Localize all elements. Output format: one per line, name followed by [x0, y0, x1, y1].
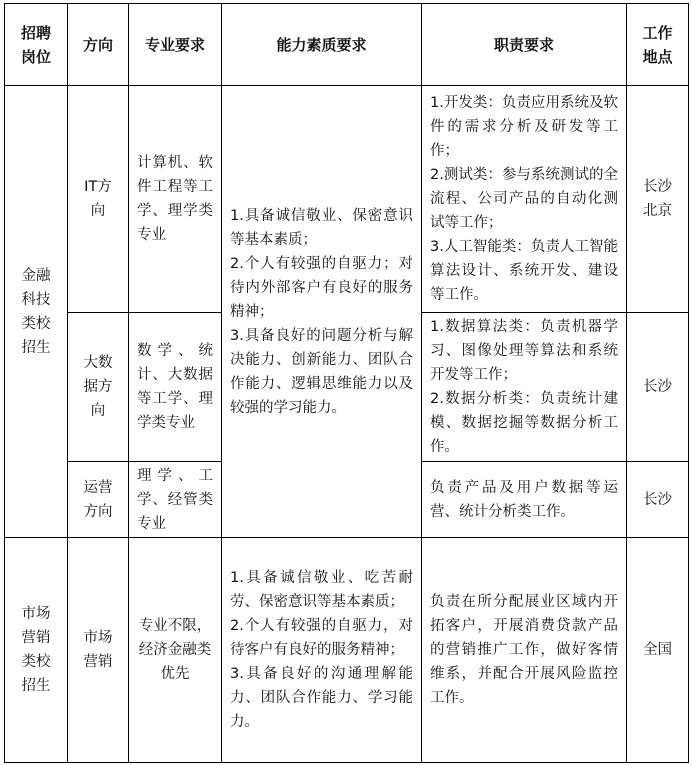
duty-it	[422, 86, 627, 313]
header-direction: 方向	[68, 4, 129, 86]
header-duty: 职责要求	[422, 4, 627, 86]
direction-bigdata	[68, 313, 129, 462]
duty-bigdata-item-2: 2.数据分析类：负责统计建模、数据挖掘等数据分析工作。	[430, 391, 618, 455]
direction-ops-line-1: 运营	[83, 479, 113, 496]
major-ops: 理学、工学、经管类专业	[129, 462, 222, 538]
header-location-line-1: 工作	[642, 23, 673, 42]
major-bigdata: 数学、统计、大数据等工学、理学类专业	[129, 313, 222, 462]
duty-marketing: 负责在所分配展业区域内开拓客户，开展消费贷款产品的营销推广工作，做好客情维系，并配合开展风险监控工作。	[422, 538, 627, 763]
location-it-line-2: 北京	[643, 203, 672, 219]
direction-bigdata-line-2: 据方	[83, 379, 113, 395]
duty-it-item-1: 1.开发类：负责应用系统及软件的需求分析及研发等工作；	[430, 95, 618, 159]
header-ability: 能力素质要求	[222, 4, 422, 86]
header-row	[5, 4, 689, 86]
direction-ops	[68, 462, 129, 538]
direction-it-line-1: IT方	[84, 179, 112, 195]
category-marketing-line-4: 招生	[21, 678, 51, 694]
ability-fintech	[222, 86, 422, 538]
direction-marketing-line-2: 营销	[83, 654, 113, 670]
header-position	[5, 4, 68, 86]
category-marketing-line-3: 类校	[21, 654, 51, 670]
header-location	[627, 4, 689, 86]
table-row-marketing	[5, 538, 689, 763]
header-location-line-2: 地点	[642, 47, 673, 66]
duty-it-item-2: 2.测试类：参与系统测试的全流程、公司产品的自动化测试等工作；	[430, 167, 618, 231]
major-marketing: 专业不限，经济金融类优先	[129, 538, 222, 763]
location-marketing: 全国	[627, 538, 689, 763]
ability-marketing	[222, 538, 422, 763]
location-ops: 长沙	[627, 462, 689, 538]
header-position-line-1: 招聘	[20, 23, 51, 42]
duty-ops: 负责产品及用户数据等运营、统计分析类工作。	[422, 462, 627, 538]
duty-it-item-3: 3.人工智能类：负责人工智能算法设计、系统开发、建设等工作。	[430, 239, 618, 303]
category-fintech-line-3: 类校	[21, 315, 51, 332]
location-bigdata: 长沙	[627, 313, 689, 462]
ability-marketing-item-1: 1.具备诚信敬业、吃苦耐劳、保密意识等基本素质；	[230, 570, 413, 610]
table-row-it	[5, 86, 689, 313]
direction-it-line-2: 向	[90, 203, 106, 219]
category-marketing-line-1: 市场	[21, 606, 51, 622]
category-fintech-line-4: 招生	[21, 339, 51, 356]
ability-marketing-item-3: 3.具备良好的沟通理解能力、团队合作能力、学习能力。	[230, 666, 413, 730]
header-position-line-2: 岗位	[20, 47, 51, 66]
duty-bigdata	[422, 313, 627, 462]
category-fintech-line-2: 科技	[21, 291, 51, 308]
direction-marketing	[68, 538, 129, 763]
location-it	[627, 86, 689, 313]
direction-ops-line-2: 方向	[83, 503, 113, 520]
category-marketing-line-2: 营销	[21, 630, 51, 646]
category-fintech	[5, 86, 68, 538]
category-fintech-line-1: 金融	[21, 267, 51, 284]
direction-bigdata-line-3: 向	[90, 403, 106, 419]
ability-fintech-item-1: 1.具备诚信敬业、保密意识等基本素质；	[230, 207, 413, 248]
ability-marketing-item-2: 2.个人有较强的自驱力，对待客户有良好的服务精神；	[230, 618, 413, 658]
direction-marketing-line-1: 市场	[83, 630, 113, 646]
direction-it	[68, 86, 129, 313]
category-marketing	[5, 538, 68, 763]
location-it-line-1: 长沙	[643, 179, 672, 195]
duty-bigdata-item-1: 1.数据算法类：负责机器学习、图像处理等算法和系统开发等工作；	[430, 319, 618, 383]
recruitment-table	[4, 3, 689, 763]
ability-fintech-item-2: 2.个人有较强的自驱力；对待内外部客户有良好的服务精神；	[230, 255, 413, 320]
header-major: 专业要求	[129, 4, 222, 86]
ability-fintech-item-3: 3.具备良好的问题分析与解决能力、创新能力、团队合作能力、逻辑思维能力以及较强的学习能力。	[230, 327, 413, 416]
direction-bigdata-line-1: 大数	[83, 355, 113, 371]
major-it: 计算机、软件工程等工学、理学类专业	[129, 86, 222, 313]
